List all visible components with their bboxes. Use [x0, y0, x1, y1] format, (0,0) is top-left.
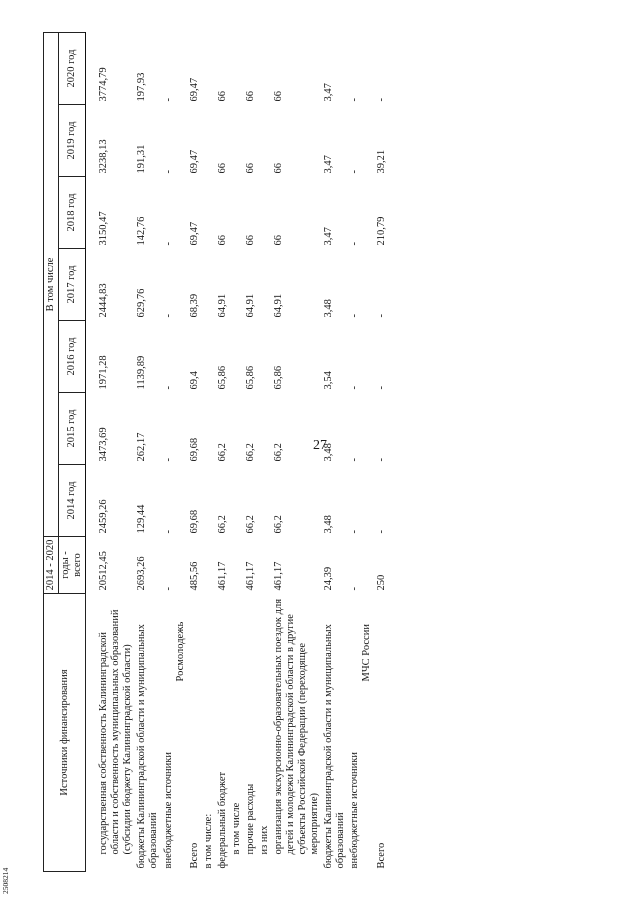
cell-year-value: - [162, 314, 174, 318]
cell-year-value: 69,4 [188, 371, 200, 390]
header-year: 2014 год [59, 465, 86, 537]
row-label: государственная собственность Калининградской области и собственность муниципальных образований (субсидии бюджету Калининградской области) [98, 609, 134, 855]
cell-year-value: 3473,69 [98, 427, 110, 462]
department-row [361, 32, 373, 871]
cell-year-value: - [349, 530, 361, 534]
cell-year-value: - [162, 386, 174, 390]
cell-year-value: 3,54 [323, 371, 335, 390]
row-label: в том числе [230, 802, 242, 855]
cell-year-value [257, 177, 271, 249]
header-year: 2017 год [59, 249, 86, 321]
cell-year-value: - [349, 98, 361, 102]
cell-total: 24,39 [323, 566, 335, 591]
cell-total: 461,17 [273, 561, 284, 591]
table-row [201, 32, 215, 871]
table-row [161, 32, 175, 871]
cell-year-value: 65,86 [216, 365, 228, 390]
cell-total: 250 [375, 574, 387, 591]
cell-year-value: 191,31 [136, 144, 148, 174]
department-row [175, 32, 187, 871]
cell-year-value: 197,93 [136, 72, 148, 102]
table-row [243, 32, 257, 871]
cell-total [229, 537, 243, 594]
table-row [96, 32, 134, 871]
cell-year-value: 39,21 [375, 149, 387, 174]
cell-year-value [257, 105, 271, 177]
cell-year-value: - [375, 98, 387, 102]
cell-year-value: 66,2 [216, 443, 228, 462]
cell-year-value [201, 393, 215, 465]
cell-year-value: 68,39 [188, 293, 200, 318]
financing-table [43, 32, 388, 872]
table-body [86, 32, 388, 871]
cell-year-value: 66 [273, 235, 284, 246]
cell-year-value: 65,86 [244, 365, 256, 390]
cell-year-value: 3,47 [323, 83, 335, 102]
table-row [374, 32, 388, 871]
cell-year-value: - [162, 170, 174, 174]
table-row [134, 32, 160, 871]
header-year: 2016 год [59, 321, 86, 393]
cell-year-value: 210,79 [375, 216, 387, 246]
cell-year-value: - [162, 242, 174, 246]
row-label: внебюджетные источники [349, 751, 361, 869]
cell-year-value: 69,47 [188, 149, 200, 174]
cell-total: 461,17 [216, 561, 228, 591]
cell-year-value: 66 [244, 91, 256, 102]
cell-year-value: 2444,83 [98, 283, 110, 318]
cell-year-value [229, 465, 243, 537]
header-year: 2018 год [59, 177, 86, 249]
row-label: федеральный бюджет [216, 771, 228, 869]
cell-total: 20512,45 [98, 551, 110, 591]
cell-year-value: 3150,47 [98, 211, 110, 246]
cell-year-value [229, 321, 243, 393]
header-year: 2019 год [59, 105, 86, 177]
cell-total: - [349, 587, 361, 591]
cell-year-value: 69,68 [188, 437, 200, 462]
header-year: 2020 год [59, 32, 86, 104]
cell-year-value: 3,48 [323, 299, 335, 318]
row-label: внебюджетные источники [162, 751, 174, 869]
cell-total [201, 537, 215, 594]
row-label: организация экскурсионно-образовательных поездок для детей и молодежи Калининградской области в другие субъекты Российской Федерации (переходящее мероприятие) [273, 598, 321, 855]
cell-year-value [229, 393, 243, 465]
row-label: Всего [188, 842, 200, 869]
cell-total: 485,56 [188, 561, 200, 591]
cell-year-value: - [375, 458, 387, 462]
cell-total: 2693,26 [136, 556, 148, 591]
cell-year-value: 69,47 [188, 77, 200, 102]
cell-year-value [257, 465, 271, 537]
header-total-line2: годы - всего [59, 537, 86, 594]
table-row [347, 32, 361, 871]
cell-year-value: 3,47 [323, 155, 335, 174]
table-row [321, 32, 347, 871]
rotated-financing-table-container [43, 32, 603, 872]
cell-year-value: 66,2 [244, 443, 256, 462]
cell-year-value: 3238,13 [98, 139, 110, 174]
cell-year-value: - [162, 458, 174, 462]
cell-year-value: - [162, 530, 174, 534]
table-row [271, 32, 321, 871]
cell-year-value: 262,17 [136, 432, 148, 462]
cell-year-value: 142,76 [136, 216, 148, 246]
cell-year-value [229, 177, 243, 249]
cell-year-value: - [162, 98, 174, 102]
cell-year-value: - [349, 242, 361, 246]
cell-year-value [201, 105, 215, 177]
cell-year-value [201, 249, 215, 321]
header-including: В том числе [44, 32, 59, 536]
cell-year-value: - [375, 530, 387, 534]
cell-year-value: - [349, 314, 361, 318]
row-label: бюджеты Калининградской области и муниципальных образований [323, 624, 347, 869]
cell-year-value [257, 321, 271, 393]
cell-year-value: - [349, 458, 361, 462]
row-label: из них [258, 825, 270, 855]
cell-year-value: 64,91 [273, 293, 284, 318]
cell-year-value [201, 321, 215, 393]
page-number: 27 [313, 438, 327, 453]
cell-year-value: 66,2 [273, 443, 284, 462]
cell-year-value: 66 [244, 235, 256, 246]
cell-year-value: 64,91 [216, 293, 228, 318]
cell-year-value: 66,2 [273, 515, 284, 534]
cell-year-value: - [349, 386, 361, 390]
header-row-top [44, 32, 59, 871]
cell-year-value: 66 [273, 91, 284, 102]
table-row [215, 32, 229, 871]
cell-year-value: 66,2 [216, 515, 228, 534]
cell-total: 461,17 [244, 561, 256, 591]
cell-year-value [229, 249, 243, 321]
cell-year-value: 629,76 [136, 288, 148, 318]
cell-year-value: 3774,79 [98, 67, 110, 102]
table-row [257, 32, 271, 871]
department-label: МЧС России [361, 624, 373, 682]
cell-year-value: - [375, 314, 387, 318]
header-source: Источники финансирования [44, 594, 86, 872]
cell-year-value [201, 32, 215, 104]
document-id: 2508214 [1, 867, 10, 894]
cell-year-value [229, 32, 243, 104]
cell-year-value: 64,91 [244, 293, 256, 318]
department-label: Росмолодежь [174, 621, 186, 682]
spacer-row [86, 32, 97, 871]
cell-year-value: 1139,89 [136, 355, 148, 390]
row-label: Всего [375, 842, 387, 869]
cell-total [257, 537, 271, 594]
cell-year-value: 2459,26 [98, 499, 110, 534]
cell-year-value: 3,47 [323, 227, 335, 246]
cell-year-value [201, 465, 215, 537]
cell-total: - [162, 587, 174, 591]
cell-year-value: 66 [244, 163, 256, 174]
cell-year-value: 69,68 [188, 509, 200, 534]
cell-year-value: 1971,28 [98, 355, 110, 390]
cell-year-value: 66 [216, 91, 228, 102]
cell-year-value: 66,2 [244, 515, 256, 534]
cell-year-value: 66 [216, 163, 228, 174]
cell-year-value [201, 177, 215, 249]
table-row [187, 32, 201, 871]
row-label: в том числе: [202, 813, 214, 869]
cell-year-value: 66 [273, 163, 284, 174]
cell-year-value: - [375, 386, 387, 390]
cell-year-value [257, 32, 271, 104]
row-label: бюджеты Калининградской области и муниципальных образований [136, 624, 160, 869]
cell-year-value: 66 [216, 235, 228, 246]
cell-year-value: 69,47 [188, 221, 200, 246]
cell-year-value: - [349, 170, 361, 174]
table-row [229, 32, 243, 871]
cell-year-value: 129,44 [136, 504, 148, 534]
row-label: прочие расходы [244, 783, 256, 855]
cell-year-value: 65,86 [273, 365, 284, 390]
cell-year-value: 3,48 [323, 443, 335, 462]
cell-year-value [229, 105, 243, 177]
cell-year-value [257, 393, 271, 465]
cell-year-value [257, 249, 271, 321]
header-year: 2015 год [59, 393, 86, 465]
cell-year-value: 3,48 [323, 515, 335, 534]
header-total-line1: 2014 - 2020 [44, 537, 59, 594]
